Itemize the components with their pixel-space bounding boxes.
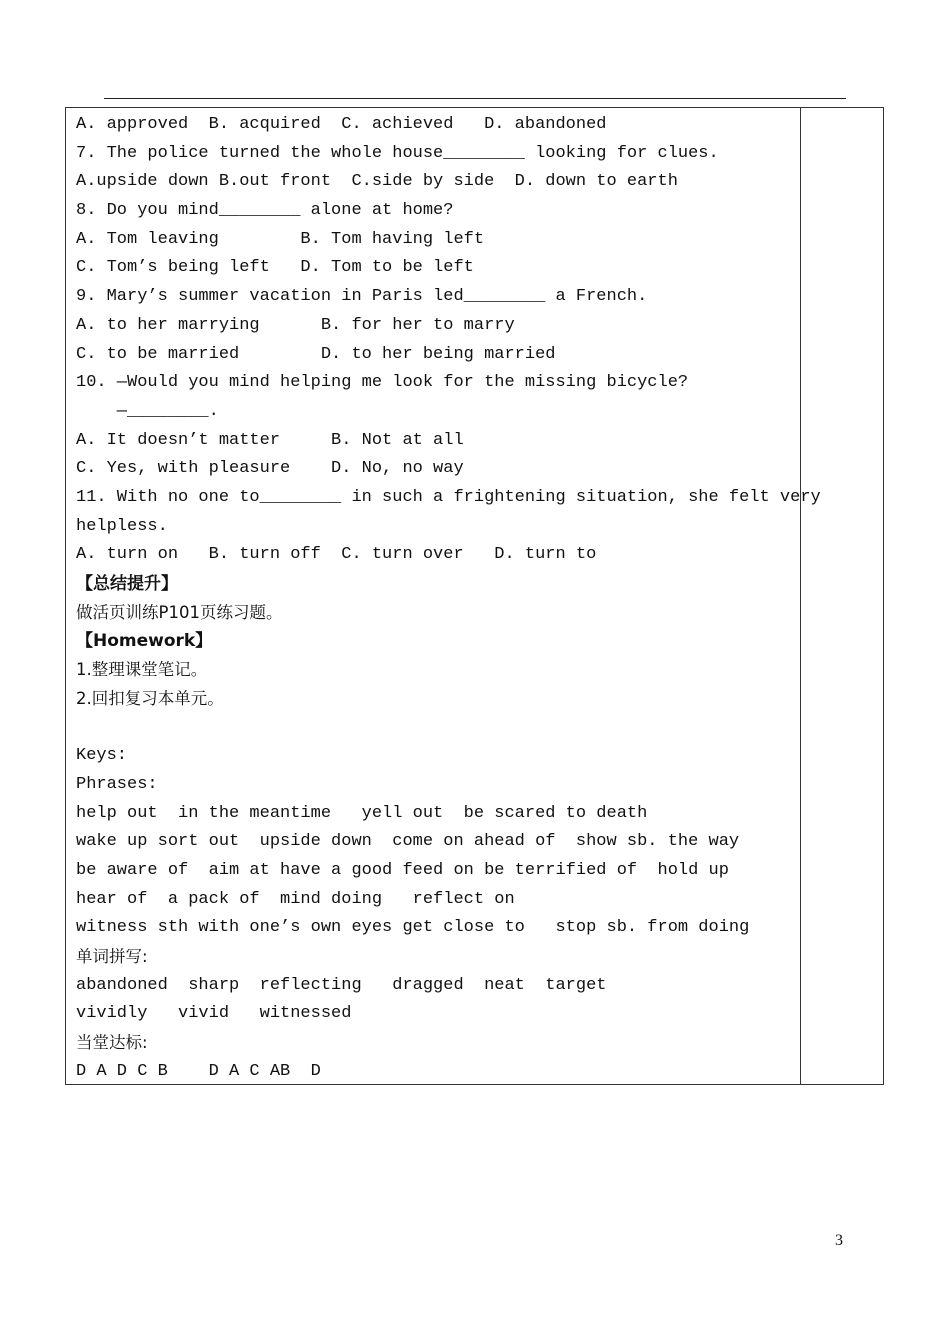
answers-label: 当堂达标: <box>76 1033 148 1052</box>
spelling-line: vividly vivid witnessed <box>76 1004 352 1024</box>
spelling-label: 单词拼写: <box>76 946 148 966</box>
phrases-line: hear of a pack of mind doing reflect on <box>76 889 515 909</box>
q9-stem: 9. Mary’s summer vacation in Paris led________ a French. <box>76 287 648 307</box>
q11-stem: 11. With no one to________ in such a frightening situation, she felt very <box>76 487 821 507</box>
homework-item-1: 1.整理课堂笔记。 <box>76 660 208 680</box>
blank-line <box>76 713 796 742</box>
q8-stem: 8. Do you mind________ alone at home? <box>76 201 454 221</box>
phrases-label: Phrases: <box>76 774 158 794</box>
q6-options: A. approved B. acquired C. achieved D. abandoned <box>76 115 607 134</box>
q8-options-cd: C. Tom’s being left D. Tom to be left <box>76 258 474 278</box>
q11-options: A. turn on B. turn off C. turn over D. turn to <box>76 545 597 565</box>
q10-options-ab: A. It doesn’t matter B. Not at all <box>76 430 464 450</box>
page-number: 3 <box>835 1232 843 1249</box>
q8-options-ab: A. Tom leaving B. Tom having left <box>76 229 485 249</box>
phrases-line: help out in the meantime yell out be scared to death <box>76 803 648 823</box>
worksheet-table <box>65 107 884 1085</box>
column-divider <box>800 108 801 1084</box>
q10-stem: 10. —Would you mind helping me look for the missing bicycle? <box>76 373 689 393</box>
q10-reply: —________. <box>76 401 219 421</box>
q9-options-ab: A. to her marrying B. for her to marry <box>76 315 515 335</box>
phrases-line: witness sth with one’s own eyes get close to stop sb. from doing <box>76 918 750 938</box>
header-rule <box>104 98 846 99</box>
homework-item-2: 2.回扣复习本单元。 <box>76 688 224 708</box>
q7-stem: 7. The police turned the whole house________ looking for clues. <box>76 143 719 163</box>
homework-heading: 【Homework】 <box>76 631 213 652</box>
summary-heading: 【总结提升】 <box>76 574 178 594</box>
q11-stem-cont: helpless. <box>76 516 168 536</box>
main-cell <box>76 111 821 1086</box>
summary-text: 做活页训练P101页练习题。 <box>76 602 283 622</box>
answers-line: D A D C B D A C AB D <box>76 1061 321 1081</box>
phrases-line: wake up sort out upside down come on ahead of show sb. the way <box>76 832 740 852</box>
q10-options-cd: C. Yes, with pleasure D. No, no way <box>76 459 464 479</box>
q9-options-cd: C. to be married D. to her being married <box>76 344 556 364</box>
q7-options: A.upside down B.out front C.side by side D. down to earth <box>76 172 678 192</box>
keys-title: Keys: <box>76 746 128 766</box>
phrases-line: be aware of aim at have a good feed on be terrified of hold up <box>76 860 729 880</box>
spelling-line: abandoned sharp reflecting dragged neat target <box>76 975 607 995</box>
